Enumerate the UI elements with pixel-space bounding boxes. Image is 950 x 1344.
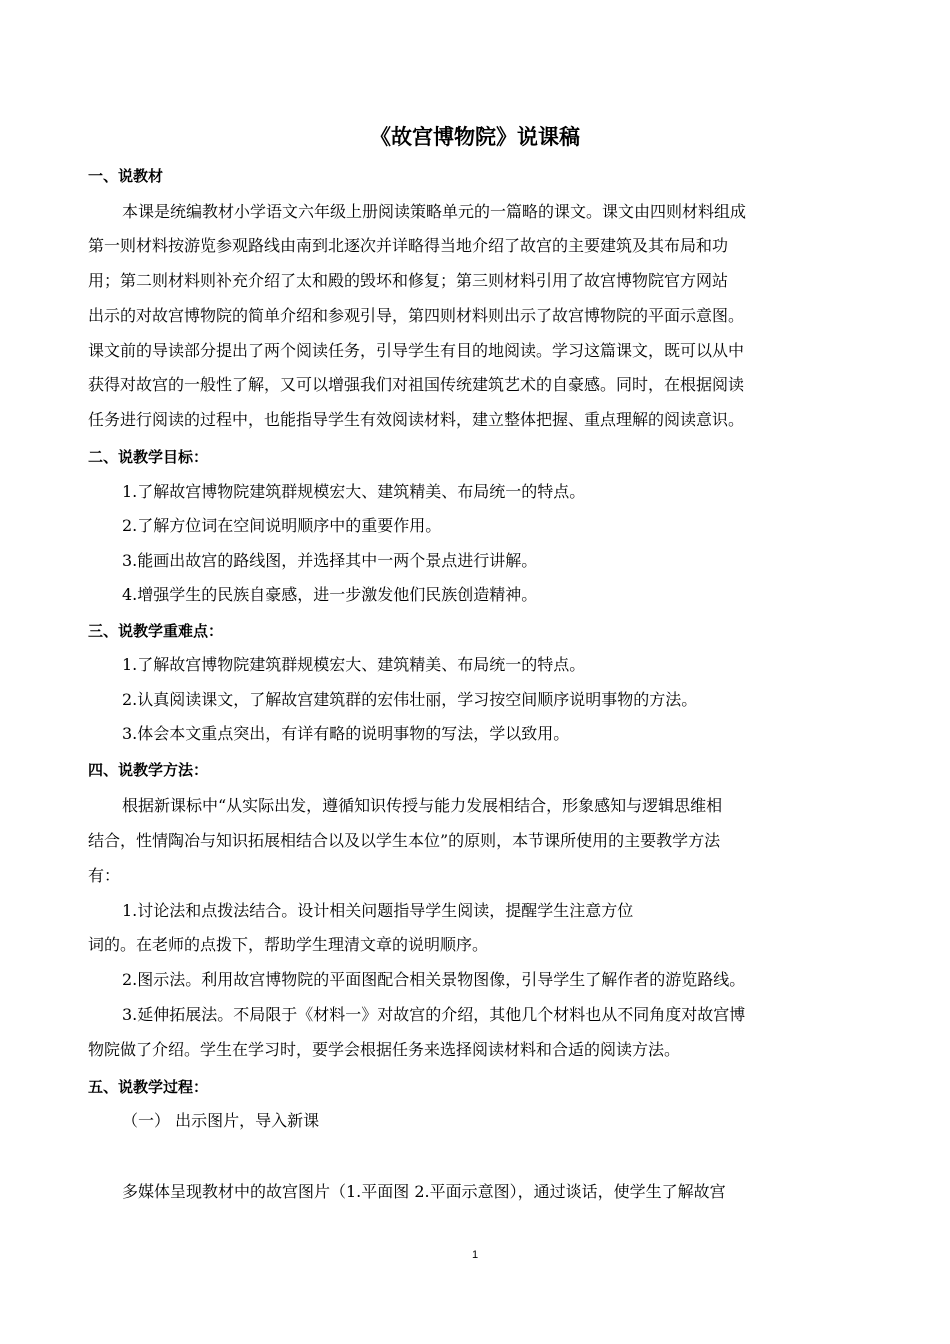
list-item: 1.了解故宫博物院建筑群规模宏大、建筑精美、布局统一的特点。: [122, 482, 586, 501]
list-item: 4.增强学生的民族自豪感，进一步激发他们民族创造精神。: [122, 585, 538, 604]
paragraph-line: 用；第二则材料则补充介绍了太和殿的毁坏和修复；第三则材料引用了故宫博物院官方网站: [88, 271, 729, 290]
list-item: 2.认真阅读课文，了解故宫建筑群的宏伟壮丽，学习按空间顺序说明事物的方法。: [122, 690, 698, 709]
paragraph-line: 结合，性情陶冶与知识拓展相结合以及以学生本位”的原则，本节课所使用的主要教学方法: [88, 831, 721, 850]
paragraph-line: 2.图示法。利用故宫博物院的平面图配合相关景物图像，引导学生了解作者的游览路线。: [122, 970, 746, 989]
paragraph-line: 3.延伸拓展法。不局限于《材料一》对故宫的介绍，其他几个材料也从不同角度对故宫博: [122, 1005, 746, 1024]
list-item: 3.体会本文重点突出，有详有略的说明事物的写法，学以致用。: [122, 724, 570, 743]
list-item: 3.能画出故宫的路线图，并选择其中一两个景点进行讲解。: [122, 551, 538, 570]
list-item: 1.了解故宫博物院建筑群规模宏大、建筑精美、布局统一的特点。: [122, 655, 586, 674]
section-heading-key-points: 三、说教学重难点：: [88, 622, 224, 640]
section-heading-teaching-material: 一、说教材: [88, 167, 164, 185]
paragraph-line: 根据新课标中“从实际出发，遵循知识传授与能力发展相结合，形象感知与逻辑思维相: [122, 796, 723, 815]
list-item: 2.了解方位词在空间说明顺序中的重要作用。: [122, 516, 442, 535]
paragraph-line: 本课是统编教材小学语文六年级上册阅读策略单元的一篇略的课文。课文由四则材料组成: [122, 202, 747, 221]
paragraph-line: 课文前的导读部分提出了两个阅读任务，引导学生有目的地阅读。学习这篇课文，既可以从中: [88, 341, 745, 360]
section-heading-teaching-methods: 四、说教学方法：: [88, 761, 209, 779]
paragraph-line: 第一则材料按游览参观路线由南到北逐次并详略得当地介绍了故宫的主要建筑及其布局和功: [88, 236, 729, 255]
page-number: 1: [471, 1249, 479, 1261]
paragraph-line: 任务进行阅读的过程中，也能指导学生有效阅读材料，建立整体把握、重点理解的阅读意识。: [88, 410, 745, 429]
section-heading-teaching-process: 五、说教学过程：: [88, 1078, 209, 1096]
page-title: 《故宫博物院》说课稿: [370, 125, 580, 149]
paragraph-line: 获得对故宫的一般性了解，又可以增强我们对祖国传统建筑艺术的自豪感。同时，在根据阅读: [88, 375, 745, 394]
step-heading: （一） 出示图片，导入新课: [122, 1111, 320, 1130]
paragraph-line: 物院做了介绍。学生在学习时，要学会根据任务来选择阅读材料和合适的阅读方法。: [88, 1040, 681, 1059]
paragraph-line: 多媒体呈现教材中的故宫图片（1.平面图 2.平面示意图），通过谈话，使学生了解故宫: [122, 1182, 726, 1201]
paragraph-line: 词的。在老师的点拨下，帮助学生理清文章的说明顺序。: [88, 935, 489, 954]
section-heading-teaching-goals: 二、说教学目标：: [88, 448, 209, 466]
paragraph-line: 1.讨论法和点拨法结合。设计相关问题指导学生阅读，提醒学生注意方位: [122, 901, 634, 920]
paragraph-line: 出示的对故宫博物院的简单介绍和参观引导，第四则材料则出示了故宫博物院的平面示意图。: [88, 306, 745, 325]
paragraph-line: 有：: [88, 866, 121, 885]
